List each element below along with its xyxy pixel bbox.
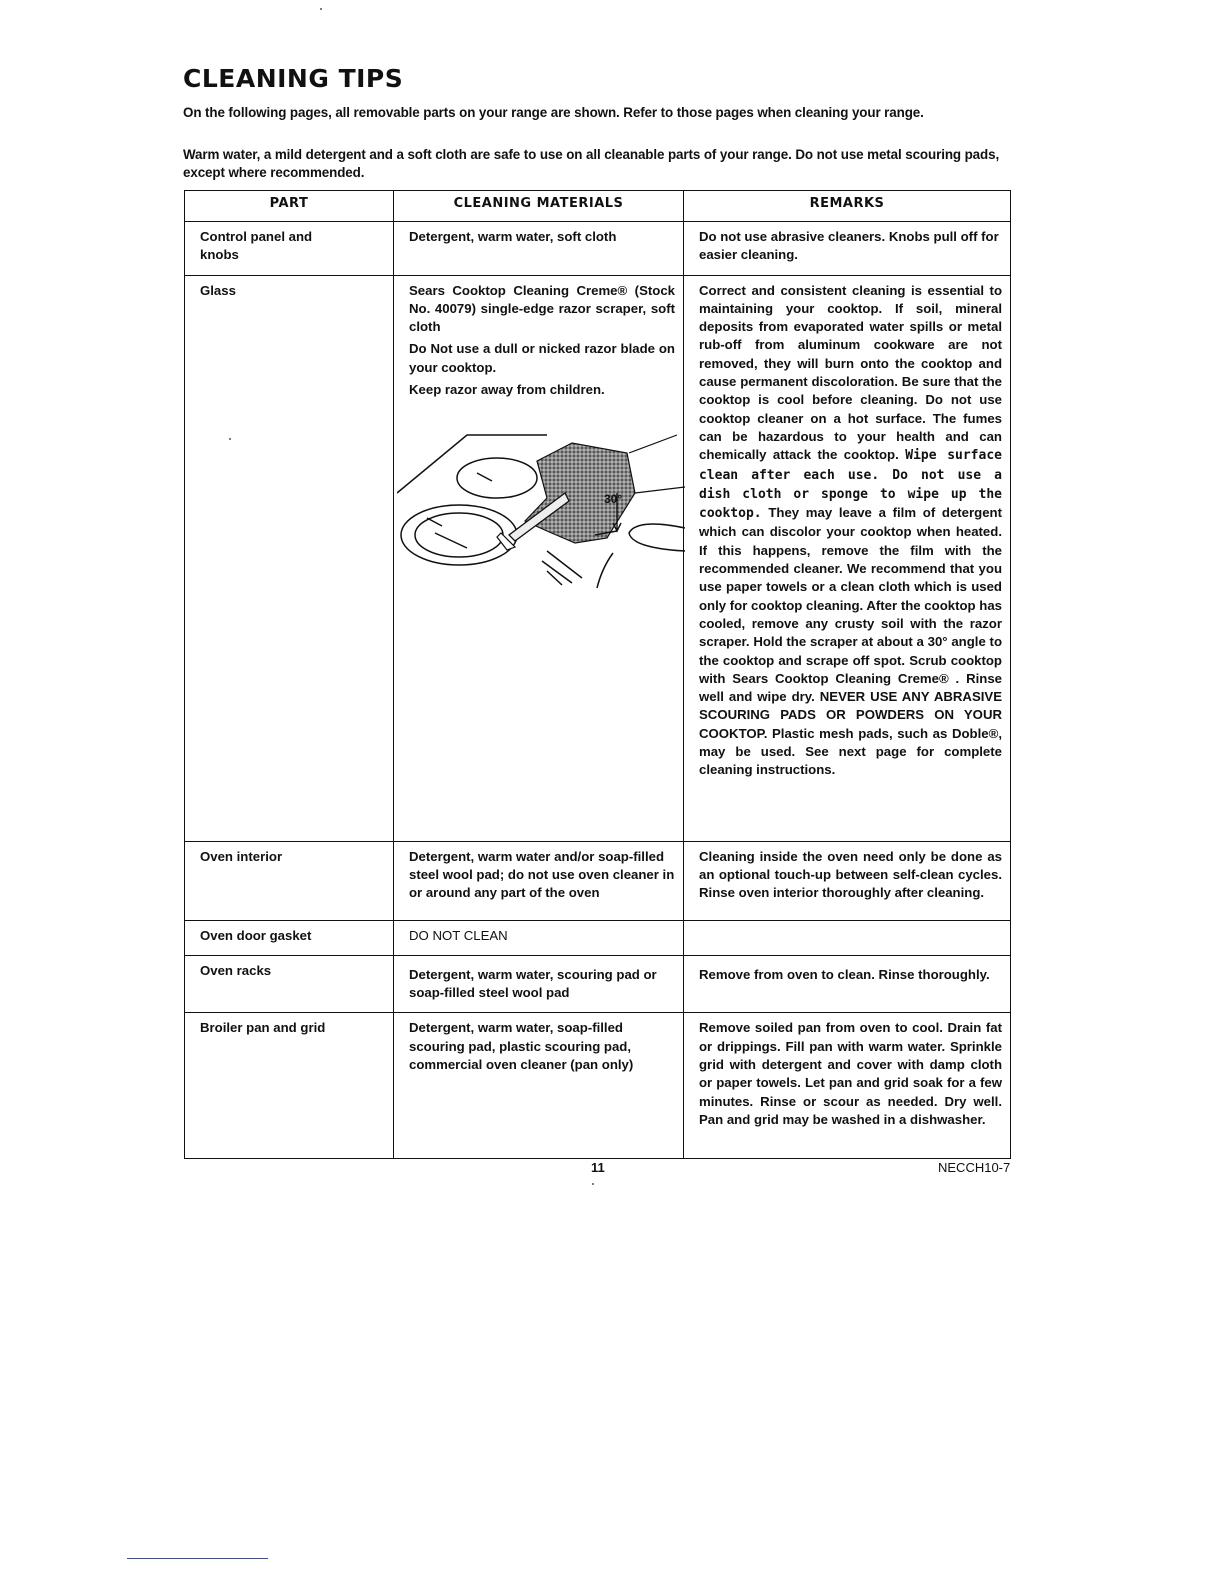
document-code: NECCH10-7 xyxy=(938,1160,1011,1175)
part-cell: Oven interior xyxy=(185,841,394,920)
materials-cell: Detergent, warm water, soft cloth xyxy=(394,222,684,276)
remarks-cell: Remove soiled pan from oven to cool. Drain fat or drippings. Fill pan with warm water. Sprinkle grid with detergent and cover with damp cloth or paper towels. Let pan and grid soak for a few minutes. Rinse or scour as needed. Dry well. Pan and grid may be washed in a dishwasher. xyxy=(684,1013,1011,1159)
part-cell: Broiler pan and grid xyxy=(185,1013,394,1159)
remarks-cell: Cleaning inside the oven need only be done as an optional touch-up between self-clean cycles. Rinse oven interior thoroughly after cleaning. xyxy=(684,841,1011,920)
remarks-cell xyxy=(684,275,1011,841)
remarks-text: Correct and consistent cleaning is essential to maintaining your cooktop. If soil, mineral deposits from evaporated water spills or metal rub-off from aluminum cookware are not removed, they will burn onto the cooktop and cause permanent discoloration. Be sure that the cooktop is cool before cleaning. Do not use cooktop cleaner on a hot surface. The fumes can be hazardous to your health and can chemically attack the cooktop. xyxy=(699,282,1002,463)
cleaning-tips-table xyxy=(184,190,1011,1159)
remarks-emphasis: Wipe surface clean after each use. Do not use a dish cloth or sponge to wipe up the cooktop. xyxy=(699,448,1002,522)
scan-speck xyxy=(320,8,322,10)
part-cell: Control panel and knobs xyxy=(185,222,394,276)
table-row xyxy=(185,222,1011,276)
page-title: CLEANING TIPS xyxy=(183,64,404,93)
burner-ring xyxy=(415,513,503,557)
remarks-text: They may leave a film of detergent which can discolor your cooktop when heated. If this happens, remove the film with the recommended cleaner. We recommend that you use paper towels or a clean cloth which is used only for cooktop cleaning. After the cooktop has cooled, remove any crusty soil with the razor scraper. Hold the scraper at about a 30° angle to the cooktop and scrape off spot. Scrub cooktop with Sears Cooktop Cleaning Creme® . Rinse well and wipe dry. NEVER USE ANY ABRASIVE SCOURING PADS OR POWDERS ON YOUR COOKTOP. Plastic mesh pads, such as Doble®, may be used. See next page for complete cleaning instructions. xyxy=(699,505,1002,778)
angle-label: 30° xyxy=(604,492,623,507)
table-row xyxy=(185,1013,1011,1159)
remarks-cell xyxy=(684,920,1011,955)
table-header-row xyxy=(185,191,1011,222)
part-cell: Oven racks xyxy=(185,955,394,1013)
materials-warning: Keep razor away from children. xyxy=(409,382,605,398)
page-number: 11 xyxy=(591,1160,605,1175)
table-row xyxy=(185,920,1011,955)
remarks-cell: Remove from oven to clean. Rinse thoroughly. xyxy=(684,955,1011,1013)
materials-cell: Detergent, warm water and/or soap-filled steel wool pad; do not use oven cleaner in or around any part of the oven xyxy=(394,841,684,920)
materials-cell: DO NOT CLEAN xyxy=(394,920,684,955)
column-header-part: PART xyxy=(185,191,394,222)
materials-cell xyxy=(394,275,684,841)
materials-cell: Detergent, warm water, scouring pad or soap-filled steel wool pad xyxy=(394,955,684,1013)
part-cell: Glass xyxy=(185,275,394,841)
part-cell: Oven door gasket xyxy=(185,920,394,955)
column-header-materials: CLEANING MATERIALS xyxy=(394,191,684,222)
table-row xyxy=(185,841,1011,920)
column-header-remarks: REMARKS xyxy=(684,191,1011,222)
intro-paragraph: On the following pages, all removable parts on your range are shown. Refer to those pages when cleaning your range. xyxy=(183,105,924,120)
remarks-cell: Do not use abrasive cleaners. Knobs pull off for easier cleaning. xyxy=(684,222,1011,276)
burner-ring xyxy=(457,458,537,498)
bottom-rule xyxy=(127,1558,268,1559)
table-row xyxy=(185,275,1011,841)
scan-speck xyxy=(592,1183,594,1185)
razor-scraper-illustration xyxy=(397,423,685,593)
materials-text: Sears Cooktop Cleaning Creme® (Stock No. 40079) single-edge razor scraper, soft cloth xyxy=(409,282,675,335)
scan-speck xyxy=(229,438,231,440)
table-row xyxy=(185,955,1011,1013)
materials-warning: Do Not use a dull or nicked razor blade on your cooktop. xyxy=(409,341,675,375)
materials-cell: Detergent, warm water, soap-filled scouring pad, plastic scouring pad, commercial oven cleaner (pan only) xyxy=(394,1013,684,1159)
intro-paragraph: Warm water, a mild detergent and a soft cloth are safe to use on all cleanable parts of your range. Do not use metal scouring pads, except where recommended. xyxy=(183,147,1000,180)
